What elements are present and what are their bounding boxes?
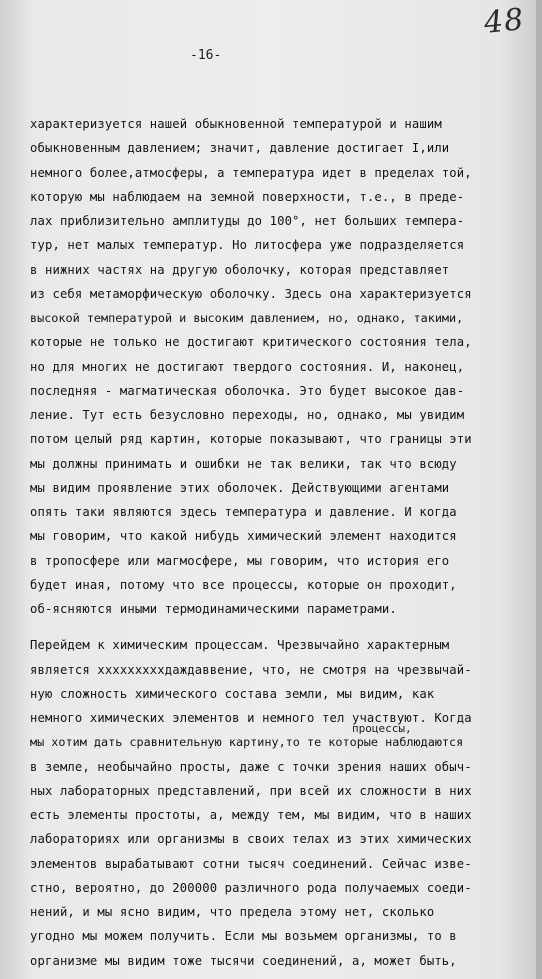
handwritten-insertion: процессы, <box>352 722 412 735</box>
text-line: лабораториях или организмы в своих телах из этих химических <box>30 832 472 847</box>
text-line: тур, нет малых температур. Но литосфера уже подразделяется <box>30 238 465 253</box>
text-line: элементов вырабатывают сотни тысяч соединений. Сейчас изве- <box>30 856 472 871</box>
text-line: но для многих не достигают твердого состояния. И, наконец, <box>30 359 465 374</box>
text-line: лах приблизительно амплитуды до 100°, нет больших темпера- <box>30 214 465 228</box>
text-line: организме мы видим тоже тысячи соединений, а, может быть, <box>30 953 457 968</box>
text-line: в нижних частях на другую оболочку, которая представляет <box>30 262 450 277</box>
folio-number: 48 <box>482 1 526 42</box>
text-line: есть элементы простоты, а, между тем, мы видим, что в наших <box>30 808 472 822</box>
text-line: ление. Тут есть безусловно переходы, но, однако, мы увидим <box>30 408 465 422</box>
text-line <box>30 621 530 633</box>
text-line: мы должны принимать и ошибки не так велики, так что всюду <box>30 456 457 471</box>
text-line: немного более,атмосферы, а температура идет в пределах той, <box>30 165 472 180</box>
text-line: характеризуется нашей обыкновенной температурой и нашим <box>30 117 442 131</box>
text-line: стно, вероятно, до 200000 различного рода получаемых соеди- <box>30 880 472 895</box>
text-line: является хххххххххдаждаввение, что, не смотря на чрезвычай- <box>30 662 472 677</box>
text-line: которые не только не достигают критического состояния тела, <box>30 335 472 350</box>
text-line: последняя - магматическая оболочка. Это будет высокое дав- <box>30 383 465 398</box>
text-line: будет иная, потому что все процессы, которые он проходит, <box>30 577 457 592</box>
text-line: мы хотим дать сравнительную картину,то те которые наблюдаются <box>30 735 464 750</box>
body-text <box>30 112 530 973</box>
text-line: мы говорим, что какой нибудь химический элемент находится <box>30 529 457 544</box>
page-number: -16- <box>190 48 222 63</box>
text-line: об-ясняются иными термодинамическими параметрами. <box>30 602 397 616</box>
page-edge-shadow <box>536 0 542 979</box>
text-line: из себя метаморфическую оболочку. Здесь она характеризуется <box>30 286 472 301</box>
text-line: в земле, необычайно просты, даже с точки зрения наших обыч- <box>30 759 472 774</box>
text-line: ных лабораторных представлений, при всей их сложности в них <box>30 783 472 798</box>
text-line: обыкновенным давлением; значит, давление достигает I,или <box>30 141 450 156</box>
text-line: нений, и мы ясно видим, что предела этому нет, сколько <box>30 905 435 919</box>
text-line: которую мы наблюдаем на земной поверхности, т.е., в преде- <box>30 189 465 204</box>
text-line: угодно мы можем получить. Если мы возьмем организмы, то в <box>30 929 457 944</box>
text-line: в тропосфере или магмосфере, мы говорим, что история его <box>30 553 450 568</box>
text-line: опять таки являются здесь температура и давление. И когда <box>30 505 457 519</box>
text-line: высокой температурой и высоким давлением, но, однако, такими, <box>30 311 464 325</box>
text-line: мы видим проявление этих оболочек. Действующими агентами <box>30 480 450 495</box>
text-line: немного химических элементов и немного тел участвуют. Когда <box>30 711 472 725</box>
text-line: Перейдем к химическим процессам. Чрезвычайно характерным <box>30 638 450 653</box>
text-line: потом целый ряд картин, которые показывают, что границы эти <box>30 432 472 447</box>
text-line: ную сложность химического состава земли, мы видим, как <box>30 686 435 701</box>
